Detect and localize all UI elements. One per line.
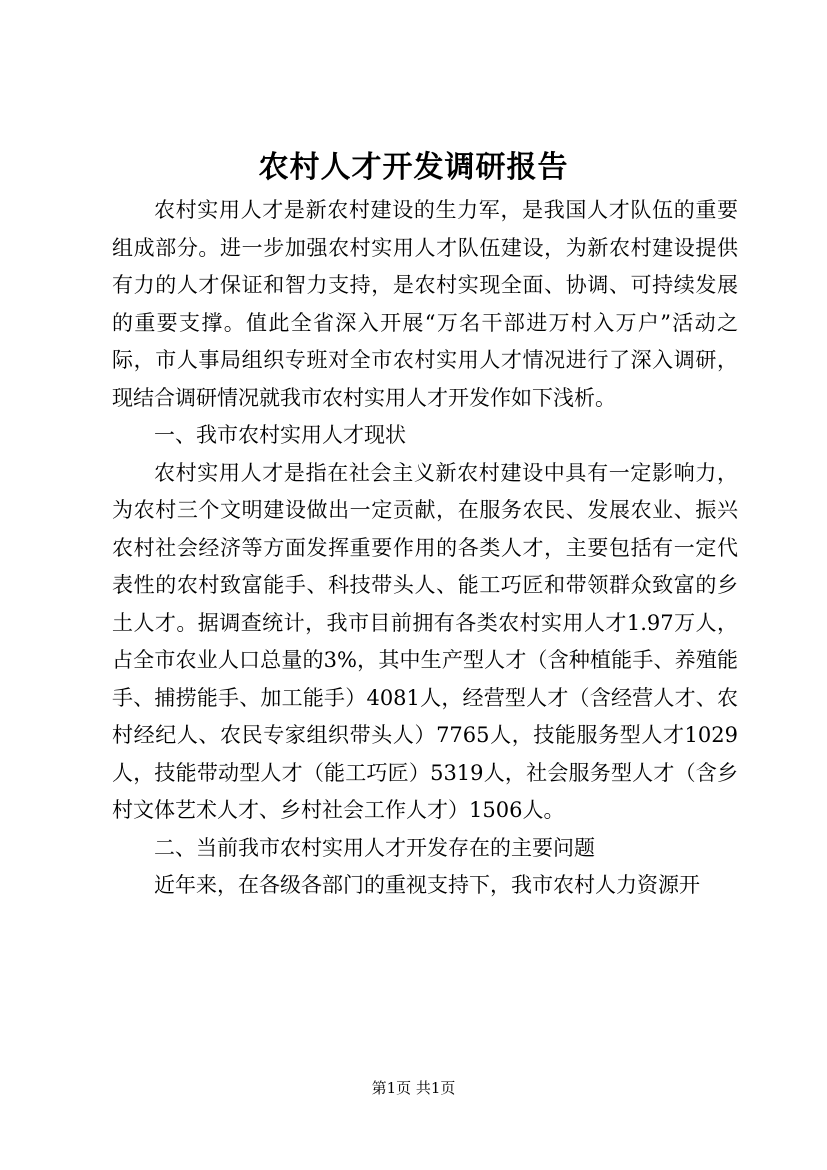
paragraph-current-status: 农村实用人才是指在社会主义新农村建设中具有一定影响力，为农村三个文明建设做出一定贡献，在服务农民、发展农业、振兴农村社会经济等方面发挥重要作用的各类人才，主要包括有一定代表性的农村致富能手、科技带头人、能工巧匠和带领群众致富的乡土人才。据调查统计，我市目前拥有各类农村实用人才1.97万人，占全市农业人口总量的3%，其中生产型人才（含种植能手、养殖能手、捕捞能手、加工能手）4081人，经营型人才（含经营人才、农村经纪人、农民专家组织带头人）7765人，技能服务型人才1029人，技能带动型人才（能工巧匠）5319人，社会服务型人才（含乡村文体艺术人才、乡村社会工作人才）1506人。 [112, 460, 738, 822]
section-heading-1: 一、我市农村实用人才现状 [154, 423, 406, 447]
section-heading-2: 二、当前我市农村实用人才开发存在的主要问题 [154, 835, 595, 860]
document-title: 农村人才开发调研报告 [258, 150, 569, 185]
document-body [112, 192, 738, 905]
page-number-footer: 第1页 共1页 [371, 1079, 456, 1097]
paragraph-intro: 农村实用人才是新农村建设的生力军，是我国人才队伍的重要组成部分。进一步加强农村实用人才队伍建设，为新农村建设提供有力的人才保证和智力支持，是农村实现全面、协调、可持续发展的重要支撑。值此全省深入开展“万名干部进万村入万户”活动之际，市人事局组织专班对全市农村实用人才情况进行了深入调研，现结合调研情况就我市农村实用人才开发作如下浅析。 [112, 198, 738, 410]
paragraph-problems: 近年来，在各级各部门的重视支持下，我市农村人力资源开 [154, 873, 700, 897]
